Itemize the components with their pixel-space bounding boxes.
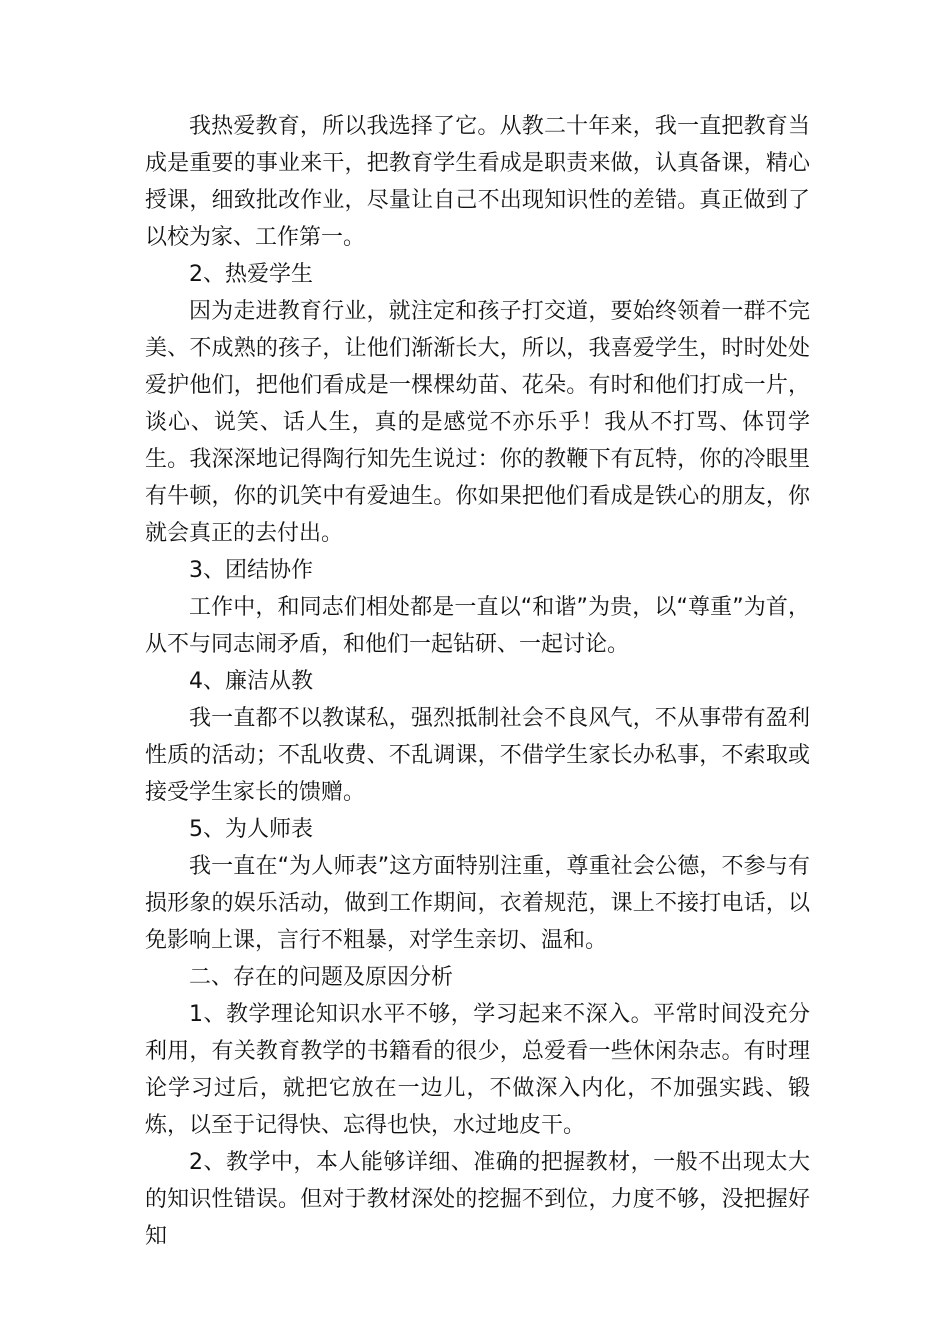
heading-problems: 二、存在的问题及原因分析 [189,965,454,990]
paragraph-intro: 我热爱教育，所以我选择了它。从教二十年来，我一直把教育当成是重要的事业来干，把教育学生看成是职责来做，认真备课，精心授课，细致批改作业，尽量让自己不出现知识性的差错。真正做到了以校为家、工作第一。 [145,114,810,250]
paragraph-teamwork: 工作中，和同志们相处都是一直以“和谐”为贵，以“尊重”为首，从不与同志闹矛盾，和他们一起钻研、一起讨论。 [145,595,810,657]
paragraph-role-model: 我一直在“为人师表”这方面特别注重，尊重社会公德，不参与有损形象的娱乐活动，做到工作期间，衣着规范，课上不接打电话，以免影响上课，言行不粗暴，对学生亲切、温和。 [145,854,810,953]
heading-love-students: 2、热爱学生 [189,262,313,287]
document-body [145,108,810,1255]
paragraph-love-students: 因为走进教育行业，就注定和孩子打交道，要始终领着一群不完美、不成熟的孩子，让他们渐渐长大，所以，我喜爱学生，时时处处爱护他们，把他们看成是一棵棵幼苗、花朵。有时和他们打成一片，谈心、说笑、话人生，真的是感觉不亦乐乎！我从不打骂、体罚学生。我深深地记得陶行知先生说过：你的教鞭下有瓦特，你的冷眼里有牛顿，你的讥笑中有爱迪生。你如果把他们看成是铁心的朋友，你就会真正的去付出。 [145,299,810,546]
paragraph-problem-1: 1、教学理论知识水平不够，学习起来不深入。平常时间没充分利用，有关教育教学的书籍看的很少，总爱看一些休闲杂志。有时理论学习过后，就把它放在一边儿，不做深入内化，不加强实践、锻炼，以至于记得快、忘得也快，水过地皮干。 [145,1002,810,1138]
paragraph-integrity: 我一直都不以教谋私，强烈抵制社会不良风气，不从事带有盈利性质的活动；不乱收费、不乱调课，不借学生家长办私事，不索取或接受学生家长的馈赠。 [145,706,810,805]
heading-role-model: 5、为人师表 [189,817,313,842]
heading-integrity: 4、廉洁从教 [189,669,313,694]
heading-teamwork: 3、团结协作 [189,558,313,583]
paragraph-problem-2: 2、教学中，本人能够详细、准确的把握教材，一般不出现太大的知识性错误。但对于教材深处的挖掘不到位，力度不够，没把握好知 [145,1150,810,1249]
